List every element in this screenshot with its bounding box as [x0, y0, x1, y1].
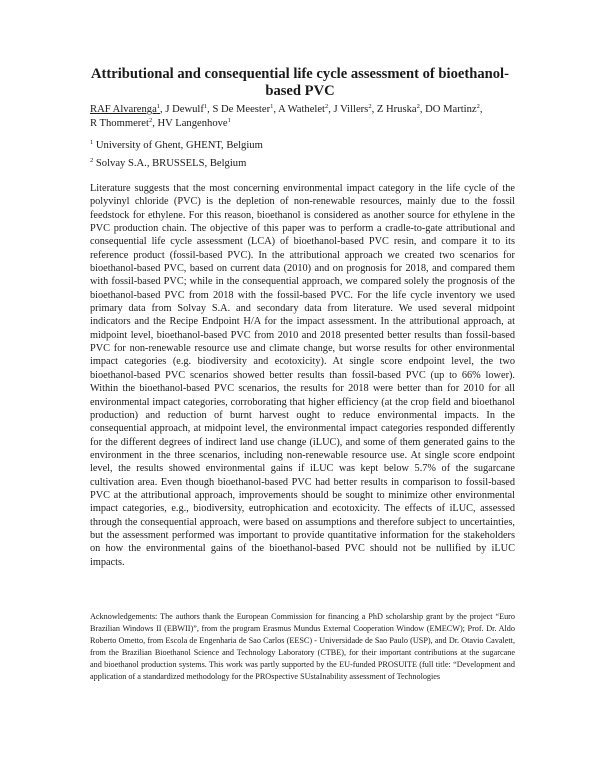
acknowledgements: Acknowledgements: The authors thank the European Commission for financing a PhD scholarship grant by the project “Euro Brazilian Windows II (EBWII)”, from the program Erasmus Mundus External Cooperation Window (EMECW); Prof. Dr. Aldo Roberto Ometto, from Escola de Engenharia de Sao Carlos (EESC) - Universidade de Sao Paulo (USP), and Dr. Otavio Cavalett, from the Brazilian Bioethanol Science and Technology Laboratory (CTBE), for their important contributions at the sugarcane and bioethanol production systems. This work was partly supported by the EU-funded PROSUITE (full title: “Development and application of a standardized methodology for the PROspective SUstaInability assessment of Technologies: [90, 612, 515, 682]
author: S De Meester$^1$: [212, 103, 274, 115]
author: R Thommeret$^2$: [90, 117, 153, 129]
author: HV Langenhove$^1$: [157, 117, 231, 129]
author-list: RAF Alvarenga$^1$, J Dewulf$^1$, S De Meester$^1$, A Wathelet$^2$, J Villers$^2$, Z Hruska$^2$, DO Martinz$^2$, R Thommeret$^2$, HV Langenhove$^1$: [90, 103, 483, 129]
abstract-body: Literature suggests that the most concerning environmental impact category in the life cycle of the polyvinyl chloride (PVC) is the depletion of non-renewable resources, mainly due to the fossil feedstock for ethylene. For this reason, bioethanol is considered as another source for ethylene in the PVC production chain. The objective of this paper was to perform a cradle-to-gate attributional and consequential life cycle assessment (LCA) of bioethanol-based PVC resin, and compare it to its reference product (fossil-based PVC). In the attributional approach we created two scenarios for bioethanol-based PVC, based on current data (2010) and on prognosis for 2018, and compared them with fossil-based PVC; while in the consequential approach, we compared solely the prognosis of the bioethanol-based PVC from 2018 with the fossil-based PVC. For the life cycle inventory we used primary data from Solvay S.A. and secondary data from literature. We used several midpoint indicators and the Recipe Endpoint H/A for the impact assessment. In the attributional approach, at midpoint level, bioethanol-based PVC from 2010 and 2018 presented better results than fossil-based PVC for non-renewable resource use and climate change, but worse results for other environmental impact categories (e.g. biodiversity and ecotoxicity). At single score endpoint level, the two bioethanol-based PVC scenarios showed better results than fossil-based PVC (up to 66% lower). Within the bioethanol-based PVC scenarios, the results for 2018 were better than for 2010 for all environmental impact categories, corroborating that higher efficiency (at the crop field and bioethanol production) and reduction of burnt harvest ought to reduce environmental impacts. In the consequential approach, at midpoint level, the environmental impact categories responded differently for the different degrees of indirect land use change (iLUC), and some of them generated gains to the environment in the three scenarios, including non-renewable resource use. At single score endpoint level, the results showed environmental gains if iLUC was kept below 5.7% of the sugarcane cultivation area. Even though bioethanol-based PVC had better results in comparison to fossil-based PVC at the attributional approach, improvements should be sought to minimize other environmental impact categories, e.g., biodiversity, eutrophication and ecotoxicity. The effects of iLUC, assessed through the consequential approach, were based on assumptions and therefore subject to uncertainties, but the assessment performed was important to provide quantitative information for the stakeholders on how the environmental gains of the bioethanol-based PVC should not be nullified by iLUC impacts.: [90, 183, 515, 568]
paper-title: Attributional and consequential life cycle assessment of bioethanol-based PVC: [91, 66, 509, 99]
author: J Villers$^2$: [333, 103, 372, 115]
author: Z Hruska$^2$: [376, 103, 420, 115]
author: RAF Alvarenga$^1$: [90, 103, 161, 115]
affiliation: $^1$ University of Ghent, GHENT, Belgium: [90, 139, 263, 151]
affiliation: $^2$ Solvay S.A., BRUSSELS, Belgium: [90, 157, 247, 169]
author: J Dewulf$^1$: [165, 103, 208, 115]
author: A Wathelet$^2$: [278, 103, 329, 115]
author: DO Martinz$^2$: [425, 103, 480, 115]
